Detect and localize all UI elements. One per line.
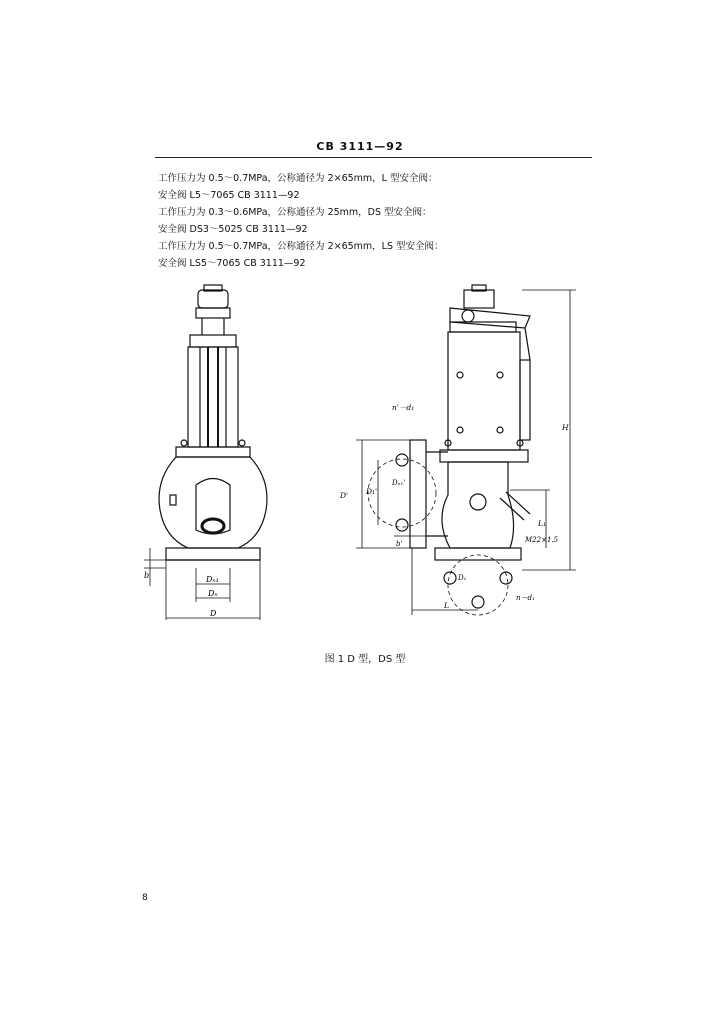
header-rule bbox=[155, 157, 592, 158]
label-h: H bbox=[562, 423, 569, 432]
label-d1-prime: D₁' bbox=[366, 487, 378, 496]
label-l1: L₁ bbox=[538, 519, 546, 528]
body-text bbox=[158, 170, 444, 272]
valve-drawings bbox=[130, 280, 590, 620]
figure-caption: 图 1 D 型，DS 型 bbox=[324, 654, 406, 665]
standard-number-header: CB 3111—92 bbox=[316, 140, 404, 153]
page-number: 8 bbox=[142, 893, 148, 903]
label-dn1: Dₙ₁ bbox=[206, 575, 219, 584]
label-d: D bbox=[210, 609, 217, 618]
ds-type-valve-drawing bbox=[356, 285, 576, 615]
label-dn: Dₙ bbox=[208, 589, 218, 598]
label-dn1-prime: Dₙ₁' bbox=[392, 479, 406, 487]
text-line-6: 安全阀 LS5～7065 CB 3111—92 bbox=[158, 258, 306, 269]
label-n-d1-top: n'－d₁ bbox=[392, 403, 415, 412]
label-d-prime: D' bbox=[340, 491, 349, 500]
label-n-d1-bottom: n－d₁ bbox=[516, 594, 535, 602]
text-line-1: 工作压力为 0.5～0.7MPa，公称通径为 2×65mm，L 型安全阀： bbox=[158, 173, 438, 184]
text-line-3: 工作压力为 0.3～0.6MPa，公称通径为 25mm，DS 型安全阀： bbox=[158, 207, 432, 218]
label-b-prime: b' bbox=[396, 540, 403, 548]
text-line-5: 工作压力为 0.5～0.7MPa，公称通径为 2×65mm，LS 型安全阀： bbox=[158, 241, 444, 252]
label-l: L bbox=[444, 601, 449, 610]
d-type-valve-drawing bbox=[144, 285, 267, 620]
label-m22: M22×1.5 bbox=[525, 536, 559, 544]
text-line-4: 安全阀 DS3～5025 CB 3111—92 bbox=[158, 224, 308, 235]
text-line-2: 安全阀 L5～7065 CB 3111—92 bbox=[158, 190, 300, 201]
label-b: b bbox=[144, 571, 150, 580]
label-d1: D₁ bbox=[458, 574, 467, 582]
